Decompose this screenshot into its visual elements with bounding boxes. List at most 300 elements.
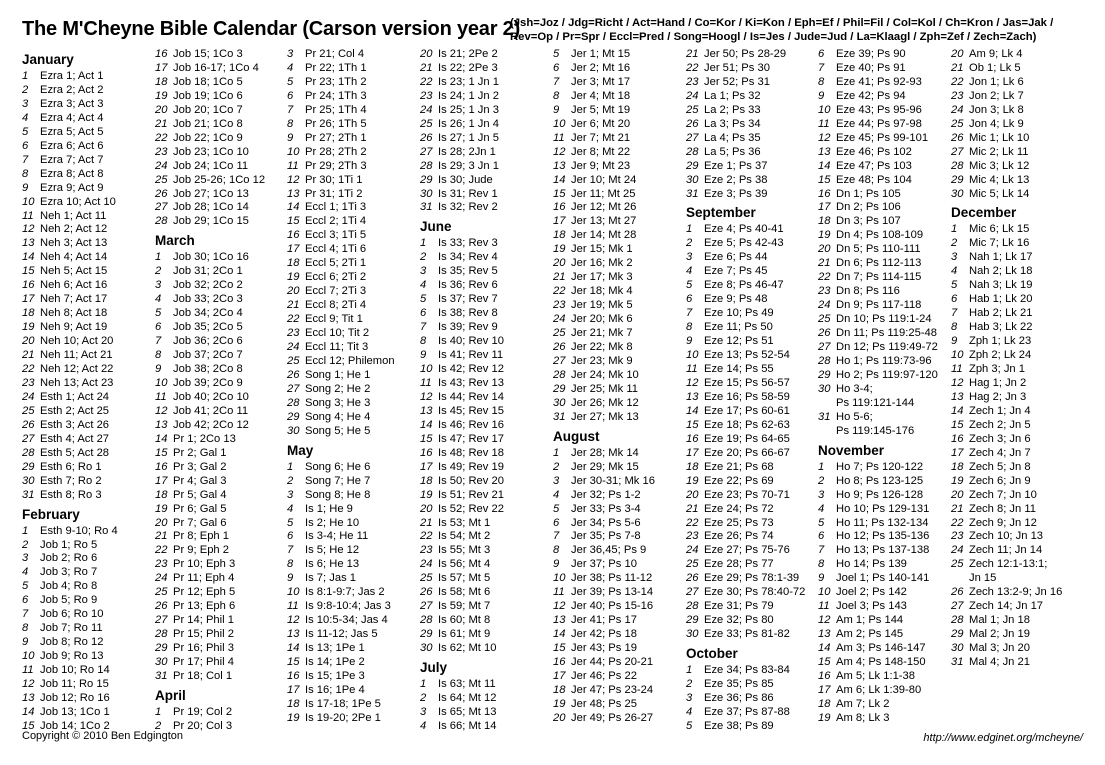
abbreviation-legend: (Jsh=Joz / Jdg=Richt / Act=Hand / Co=Kor / Ki=Kon / Eph=Ef / Phil=Fil / Col=Kol / Ch=Kron / Jas=Jak / Rev=Op / Pr=Spr / Eccl=Pred / Song=Hoogl / Is=Jes / Jude=Jud / La=Klaagl / Zph=Zef / Zech=Zach) xyxy=(510,17,1054,43)
day-number: 11 xyxy=(951,363,963,376)
reading-entry xyxy=(22,265,154,279)
reading-entry xyxy=(951,642,1083,656)
day-number: 11 xyxy=(818,600,830,613)
reading-entry xyxy=(951,335,1083,349)
reading-entry xyxy=(686,174,818,188)
day-number: 22 xyxy=(951,516,964,529)
reading-entry xyxy=(287,104,419,118)
reading-text: Job 7; Ro 11 xyxy=(40,622,103,635)
reading-entry xyxy=(818,369,950,383)
reading-text: Ho 13; Ps 137-138 xyxy=(836,544,930,557)
day-number: 27 xyxy=(686,131,699,144)
reading-entry xyxy=(553,188,685,202)
reading-entry xyxy=(420,307,552,321)
day-number: 8 xyxy=(686,321,693,334)
reading-text: Jer 35; Ps 7-8 xyxy=(571,530,641,543)
reading-text: Jer 38; Ps 11-12 xyxy=(571,572,653,585)
reading-text: Ezra 7; Act 7 xyxy=(40,153,104,166)
reading-text: Jer 16; Mk 2 xyxy=(571,257,633,270)
reading-text: Eze 36; Ps 86 xyxy=(704,691,774,704)
reading-text: Pr 7; Gal 6 xyxy=(173,516,227,529)
reading-entry xyxy=(951,76,1083,90)
day-number: 16 xyxy=(22,279,35,292)
reading-text: Mic 6; Lk 15 xyxy=(969,223,1030,236)
reading-entry xyxy=(951,405,1083,419)
reading-text: Song 5; He 5 xyxy=(305,424,371,437)
reading-text: Neh 7; Act 17 xyxy=(40,293,108,306)
day-number: 30 xyxy=(420,642,433,655)
day-number: 9 xyxy=(553,103,560,116)
day-number: 9 xyxy=(420,349,427,362)
day-number: 24 xyxy=(686,544,699,557)
reading-text: Job 13; 1Co 1 xyxy=(40,705,110,718)
day-number: 8 xyxy=(22,167,29,180)
reading-text: Ho 8; Ps 123-125 xyxy=(836,474,924,487)
month-heading: February xyxy=(22,506,80,522)
reading-text: Ezra 6; Act 6 xyxy=(40,139,104,152)
calendar-column-6 xyxy=(686,48,818,734)
day-number: 2 xyxy=(818,474,825,487)
reading-entry xyxy=(287,628,419,642)
reading-text: Joel 3; Ps 143 xyxy=(836,600,907,613)
reading-text: Eccl 12; Philemon xyxy=(305,354,395,367)
reading-text: Ezra 10; Act 10 xyxy=(40,195,116,208)
reading-entry xyxy=(686,48,818,62)
reading-entry xyxy=(22,461,154,475)
day-number: 5 xyxy=(686,719,693,732)
reading-text: Eze 26; Ps 74 xyxy=(704,530,774,543)
reading-entry xyxy=(818,517,950,531)
day-number: 13 xyxy=(420,404,433,417)
reading-text: Job 33; 2Co 3 xyxy=(173,293,243,306)
reading-text: Jer 27; Mk 13 xyxy=(571,410,639,423)
reading-text: Jer 2; Mt 16 xyxy=(571,61,631,74)
reading-entry xyxy=(951,391,1083,405)
day-number: 14 xyxy=(22,251,35,264)
reading-text: Neh 9; Act 19 xyxy=(40,321,108,334)
reading-text: Jon 4; Lk 9 xyxy=(969,117,1024,130)
reading-text: Esth 5; Act 28 xyxy=(40,446,110,459)
reading-entry xyxy=(553,411,685,425)
reading-text: Dn 9; Ps 117-118 xyxy=(836,299,922,312)
day-number: 25 xyxy=(951,558,964,571)
reading-entry xyxy=(420,76,552,90)
reading-text: Jer 29; Mk 15 xyxy=(571,460,639,473)
reading-entry xyxy=(553,285,685,299)
reading-text: Is 24; 1 Jn 2 xyxy=(438,89,499,102)
reading-text: Pr 15; Phil 2 xyxy=(173,628,234,641)
reading-entry xyxy=(951,544,1083,558)
reading-text: Am 3; Ps 146-147 xyxy=(836,642,926,655)
reading-text: Eze 9; Ps 48 xyxy=(704,293,768,306)
reading-entry xyxy=(951,433,1083,447)
reading-text: Is 60; Mt 8 xyxy=(438,614,491,627)
day-number: 18 xyxy=(951,460,964,473)
reading-text: Job 41; 2Co 11 xyxy=(173,404,249,417)
reading-entry xyxy=(155,391,287,405)
day-number: 29 xyxy=(951,173,964,186)
reading-text: Eze 39; Ps 90 xyxy=(836,48,906,60)
day-number: 29 xyxy=(553,382,566,395)
day-number: 28 xyxy=(818,354,831,367)
reading-text: Dn 1; Ps 105 xyxy=(836,187,901,200)
reading-entry xyxy=(818,614,950,628)
reading-text: La 2; Ps 33 xyxy=(704,103,761,116)
reading-text: Mal 4; Jn 21 xyxy=(969,656,1030,669)
reading-text: Zech 10; Jn 13 xyxy=(969,530,1044,543)
reading-text: Nah 1; Lk 17 xyxy=(969,251,1033,264)
reading-text: Ho 9; Ps 126-128 xyxy=(836,488,924,501)
day-number: 1 xyxy=(951,223,958,236)
reading-entry xyxy=(420,503,552,517)
day-number: 18 xyxy=(686,460,699,473)
reading-entry xyxy=(553,614,685,628)
reading-text: Is 15; 1Pe 3 xyxy=(305,669,365,682)
day-number: 4 xyxy=(686,705,693,718)
reading-entry xyxy=(951,132,1083,146)
day-number: 3 xyxy=(553,474,560,487)
day-number: 19 xyxy=(553,243,566,256)
day-number: 26 xyxy=(951,131,964,144)
reading-entry xyxy=(818,656,950,670)
reading-entry xyxy=(287,712,419,726)
reading-text: Eccl 10; Tit 2 xyxy=(305,327,370,340)
reading-text: Job 31; 2Co 1 xyxy=(173,265,243,278)
day-number: 24 xyxy=(686,89,699,102)
reading-entry xyxy=(553,684,685,698)
day-number: 1 xyxy=(155,251,162,264)
day-number: 13 xyxy=(22,237,35,250)
reading-entry xyxy=(686,349,818,363)
reading-text: Eze 43; Ps 95-96 xyxy=(836,103,922,116)
month-heading: August xyxy=(553,428,600,444)
day-number: 20 xyxy=(155,516,168,529)
day-number: 18 xyxy=(420,474,433,487)
reading-entry xyxy=(420,188,552,202)
reading-text: Pr 3; Gal 2 xyxy=(173,460,227,473)
reading-entry xyxy=(155,321,287,335)
day-number: 10 xyxy=(287,145,300,158)
reading-entry xyxy=(951,160,1083,174)
reading-text: Is 1; He 9 xyxy=(305,502,353,515)
reading-entry xyxy=(553,628,685,642)
reading-text: Is 53; Mt 1 xyxy=(438,516,491,529)
reading-entry xyxy=(553,475,685,489)
reading-text: Is 23; 1 Jn 1 xyxy=(438,75,499,88)
reading-entry xyxy=(686,475,818,489)
day-number: 8 xyxy=(22,622,29,635)
reading-entry xyxy=(951,586,1083,600)
reading-entry xyxy=(420,293,552,307)
day-number: 15 xyxy=(686,418,699,431)
day-number: 20 xyxy=(420,502,433,515)
reading-text: Ezra 4; Act 4 xyxy=(40,111,104,124)
reading-entry xyxy=(420,237,552,251)
day-number: 13 xyxy=(155,418,168,431)
day-number: 4 xyxy=(287,502,294,515)
day-number: 3 xyxy=(686,691,693,704)
reading-text: Eze 29; Ps 78:1-39 xyxy=(704,572,800,585)
reading-entry xyxy=(818,174,950,188)
day-number: 3 xyxy=(686,251,693,264)
day-number: 13 xyxy=(553,614,566,627)
day-number: 25 xyxy=(155,173,168,186)
reading-text: Eccl 1; 1Ti 3 xyxy=(305,201,367,214)
reading-entry xyxy=(22,706,154,720)
day-number: 25 xyxy=(155,586,168,599)
reading-entry xyxy=(553,383,685,397)
reading-entry xyxy=(686,558,818,572)
reading-entry xyxy=(22,377,154,391)
day-number: 3 xyxy=(287,48,294,60)
reading-entry xyxy=(420,251,552,265)
day-number: 31 xyxy=(951,656,964,669)
reading-text: Jer 13; Mt 27 xyxy=(571,215,637,228)
day-number: 6 xyxy=(553,516,560,529)
day-number: 6 xyxy=(22,594,29,607)
day-number: 3 xyxy=(818,488,825,501)
day-number: 8 xyxy=(818,558,825,571)
reading-text: Eze 27; Ps 75-76 xyxy=(704,544,790,557)
day-number: 17 xyxy=(553,669,566,682)
day-number: 27 xyxy=(553,354,566,367)
reading-entry xyxy=(22,307,154,321)
reading-entry xyxy=(287,586,419,600)
reading-entry xyxy=(818,670,950,684)
day-number: 11 xyxy=(686,363,698,376)
reading-entry xyxy=(155,293,287,307)
reading-entry xyxy=(553,243,685,257)
reading-entry xyxy=(818,215,950,229)
month-heading: May xyxy=(287,442,314,458)
reading-entry xyxy=(818,271,950,285)
reading-text: Pr 25; 1Th 4 xyxy=(305,103,367,116)
day-number: 20 xyxy=(818,243,831,256)
reading-entry xyxy=(686,530,818,544)
reading-text: Jer 3; Mt 17 xyxy=(571,75,631,88)
reading-entry xyxy=(420,335,552,349)
day-number: 23 xyxy=(951,530,964,543)
day-number: 4 xyxy=(951,265,958,278)
reading-entry xyxy=(287,229,419,243)
day-number: 21 xyxy=(155,117,168,130)
reading-text: Is 26; 1 Jn 4 xyxy=(438,117,499,130)
reading-entry xyxy=(553,461,685,475)
day-number: 23 xyxy=(686,530,699,543)
day-number: 31 xyxy=(155,669,168,682)
reading-text: Eccl 7; 2Ti 3 xyxy=(305,285,367,298)
day-number: 8 xyxy=(553,544,560,557)
day-number: 8 xyxy=(287,558,294,571)
reading-entry xyxy=(818,489,950,503)
day-number: 21 xyxy=(420,61,433,74)
day-number: 7 xyxy=(951,307,958,320)
reading-entry xyxy=(22,70,154,84)
day-number: 1 xyxy=(420,678,427,691)
reading-entry xyxy=(686,237,818,251)
reading-entry xyxy=(951,461,1083,475)
reading-text: Eze 20; Ps 66-67 xyxy=(704,446,790,459)
reading-entry xyxy=(287,76,419,90)
reading-text: Zech 1; Jn 4 xyxy=(969,404,1031,417)
reading-text: Dn 4; Ps 108-109 xyxy=(836,229,924,242)
reading-entry xyxy=(287,530,419,544)
day-number: 17 xyxy=(818,201,831,214)
day-number: 18 xyxy=(818,215,831,228)
calendar-column-2 xyxy=(155,48,287,734)
day-number: 9 xyxy=(22,181,29,194)
reading-text: Dn 6; Ps 112-113 xyxy=(836,257,922,270)
day-number: 25 xyxy=(420,572,433,585)
reading-text: Jer 36,45; Ps 9 xyxy=(571,544,647,557)
reading-entry xyxy=(420,544,552,558)
reading-text: Job 18; 1Co 5 xyxy=(173,75,243,88)
day-number: 23 xyxy=(553,299,566,312)
day-number: 1 xyxy=(22,70,29,82)
reading-text: Is 22; 2Pe 3 xyxy=(438,61,498,74)
reading-entry xyxy=(420,530,552,544)
reading-entry xyxy=(951,614,1083,628)
reading-entry xyxy=(553,355,685,369)
reading-text: Esth 8; Ro 3 xyxy=(40,488,102,501)
day-number: 12 xyxy=(22,223,35,236)
reading-entry xyxy=(420,349,552,363)
day-number: 14 xyxy=(287,642,300,655)
reading-text: Ps 119:121-144 xyxy=(836,396,915,409)
day-number: 7 xyxy=(818,61,825,74)
reading-text: Job 19; 1Co 6 xyxy=(173,89,243,102)
reading-text: Jer 32; Ps 1-2 xyxy=(571,488,641,501)
day-number: 12 xyxy=(553,600,566,613)
reading-entry xyxy=(553,397,685,411)
reading-entry xyxy=(686,363,818,377)
website-link[interactable]: http://www.edginet.org/mcheyne/ xyxy=(923,732,1083,744)
reading-entry xyxy=(818,600,950,614)
day-number: 26 xyxy=(155,187,168,200)
day-number: 10 xyxy=(22,650,35,663)
reading-entry xyxy=(22,140,154,154)
reading-entry xyxy=(818,475,950,489)
calendar-column-8 xyxy=(951,48,1083,670)
reading-text: Esth 6; Ro 1 xyxy=(40,460,102,473)
reading-text: Zech 2; Jn 5 xyxy=(969,418,1031,431)
reading-entry xyxy=(818,285,950,299)
reading-text: Jon 2; Lk 7 xyxy=(969,89,1024,102)
day-number: 31 xyxy=(686,187,699,200)
reading-text: Pr 12; Eph 5 xyxy=(173,586,236,599)
reading-entry xyxy=(22,126,154,140)
reading-entry xyxy=(686,586,818,600)
day-number: 28 xyxy=(155,628,168,641)
day-number: 26 xyxy=(686,117,699,130)
day-number: 12 xyxy=(287,173,300,186)
day-number: 12 xyxy=(420,390,433,403)
day-number: 3 xyxy=(22,97,29,110)
reading-entry xyxy=(155,349,287,363)
calendar-column-1 xyxy=(22,48,154,734)
reading-text: Pr 5; Gal 4 xyxy=(173,488,227,501)
day-number: 14 xyxy=(818,642,831,655)
reading-text: La 5; Ps 36 xyxy=(704,145,761,158)
reading-entry xyxy=(553,572,685,586)
day-number: 18 xyxy=(22,307,35,320)
reading-text: Is 45; Rev 15 xyxy=(438,404,504,417)
reading-entry xyxy=(287,48,419,62)
reading-entry xyxy=(420,405,552,419)
reading-text: Jer 23; Mk 9 xyxy=(571,354,633,367)
day-number: 14 xyxy=(951,404,964,417)
reading-text: Jer 1; Mt 15 xyxy=(571,48,631,60)
reading-text: La 4; Ps 35 xyxy=(704,131,761,144)
reading-entry xyxy=(22,293,154,307)
reading-text: Job 28; 1Co 14 xyxy=(173,201,249,214)
day-number: 28 xyxy=(155,215,168,228)
reading-text: Eze 13; Ps 52-54 xyxy=(704,349,790,362)
reading-text: Ezra 3; Act 3 xyxy=(40,97,104,110)
day-number: 29 xyxy=(951,628,964,641)
day-number: 17 xyxy=(155,474,168,487)
reading-entry xyxy=(686,678,818,692)
day-number: 27 xyxy=(22,432,35,445)
day-number: 21 xyxy=(686,502,699,515)
reading-text: Eze 1; Ps 37 xyxy=(704,159,768,172)
day-number: 23 xyxy=(155,145,168,158)
reading-text: Eze 11; Ps 50 xyxy=(704,321,773,334)
reading-entry xyxy=(287,425,419,439)
reading-entry xyxy=(686,489,818,503)
reading-text: Eze 35; Ps 85 xyxy=(704,678,774,691)
day-number: 4 xyxy=(420,719,427,732)
reading-text: Eze 30; Ps 78:40-72 xyxy=(704,586,806,599)
reading-text: Eze 45; Ps 99-101 xyxy=(836,131,929,144)
reading-entry xyxy=(686,251,818,265)
reading-text: Eze 48; Ps 104 xyxy=(836,173,912,186)
reading-entry xyxy=(287,517,419,531)
reading-text: Eze 33; Ps 81-82 xyxy=(704,628,790,641)
day-number: 20 xyxy=(155,103,168,116)
reading-text: Pr 21; Col 4 xyxy=(305,48,365,60)
day-number: 1 xyxy=(553,446,560,459)
day-number: 1 xyxy=(287,460,294,473)
reading-entry xyxy=(686,377,818,391)
reading-text: Is 8:1-9:7; Jas 2 xyxy=(305,586,385,599)
reading-text: Is 21; 2Pe 2 xyxy=(438,48,498,60)
day-number: 10 xyxy=(951,349,964,362)
reading-entry xyxy=(287,355,419,369)
reading-text: Is 47; Rev 17 xyxy=(438,432,504,445)
day-number: 18 xyxy=(553,229,566,242)
reading-entry xyxy=(155,201,287,215)
day-number: 23 xyxy=(420,89,433,102)
reading-entry xyxy=(553,118,685,132)
reading-text: Eze 22; Ps 69 xyxy=(704,474,774,487)
day-number: 28 xyxy=(420,159,433,172)
reading-entry xyxy=(686,160,818,174)
reading-entry xyxy=(686,517,818,531)
reading-text: Hab 1; Lk 20 xyxy=(969,293,1033,306)
day-number: 1 xyxy=(686,223,693,236)
day-number: 29 xyxy=(420,628,433,641)
reading-text: Pr 22; 1Th 1 xyxy=(305,61,367,74)
day-number: 25 xyxy=(686,103,699,116)
day-number: 3 xyxy=(420,265,427,278)
reading-text: Dn 5; Ps 110-111 xyxy=(836,243,921,256)
reading-text: Eze 14; Ps 55 xyxy=(704,363,774,376)
reading-entry xyxy=(420,489,552,503)
day-number: 6 xyxy=(287,89,294,102)
reading-text: Pr 4; Gal 3 xyxy=(173,474,227,487)
reading-text: Zech 3; Jn 6 xyxy=(969,432,1031,445)
